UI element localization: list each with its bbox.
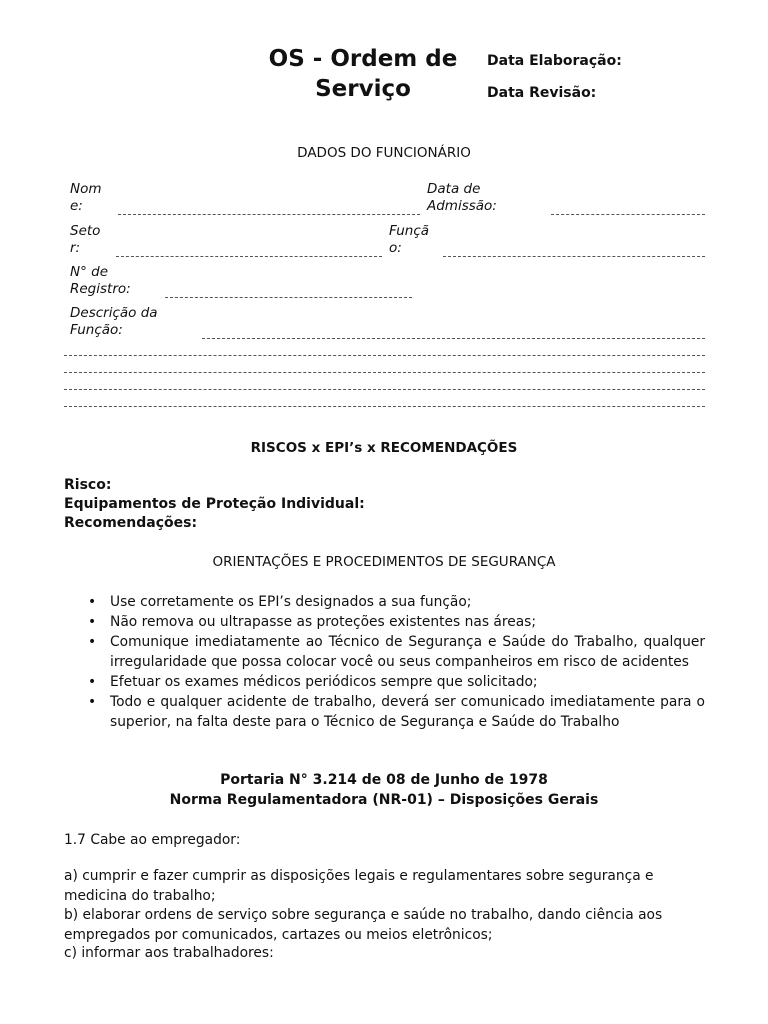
- orientacao-item: • Todo e qualquer acidente de trabalho, deverá ser comunicado imediatamente para o superior, na falta deste para o Técnico de Segurança e Saúde do Trabalho: [64, 692, 705, 732]
- admissao-field-line[interactable]: [551, 214, 705, 215]
- setor-label: Seto r:: [70, 223, 101, 256]
- orientacao-item: • Comunique imediatamente ao Técnico de Segurança e Saúde do Trabalho, qualquer irregularidade que possa colocar você ou seus companheiros em risco de acidentes: [64, 632, 705, 672]
- setor-field-line[interactable]: [116, 256, 382, 257]
- recomendacoes-label: Recomendações:: [64, 515, 198, 531]
- risco-label: Risco:: [64, 477, 112, 493]
- orientacoes-heading: ORIENTAÇÕES E PROCEDIMENTOS DE SEGURANÇA: [212, 554, 556, 570]
- descricao-extra-line[interactable]: [64, 372, 705, 373]
- data-revisao-label: Data Revisão:: [487, 85, 597, 101]
- document-title: OS - Ordem de Serviço: [268, 46, 458, 102]
- portaria-line2: Norma Regulamentadora (NR-01) – Disposições Gerais: [169, 792, 599, 808]
- admissao-label: Data de Admissão:: [427, 181, 497, 214]
- paragraph-c: c) informar aos trabalhadores:: [64, 945, 274, 961]
- epi-label: Equipamentos de Proteção Individual:: [64, 496, 365, 512]
- funcao-field-line[interactable]: [443, 256, 705, 257]
- descricao-field-line[interactable]: [202, 338, 705, 339]
- orientacao-item: • Use corretamente os EPI’s designados a sua função;: [64, 592, 705, 612]
- orientacao-item: • Não remova ou ultrapasse as proteções existentes nas áreas;: [64, 612, 705, 632]
- data-elaboracao-label: Data Elaboração:: [487, 53, 622, 69]
- registro-field-line[interactable]: [165, 297, 412, 298]
- descricao-extra-line[interactable]: [64, 355, 705, 356]
- funcao-label: Funçã o:: [389, 223, 430, 256]
- nome-field-line[interactable]: [118, 214, 420, 215]
- riscos-heading: RISCOS x EPI’s x RECOMENDAÇÕES: [250, 440, 518, 456]
- descricao-label: Descrição da Função:: [70, 305, 158, 338]
- registro-label: N° de Registro:: [70, 264, 131, 297]
- orientacoes-list-container: [64, 592, 705, 732]
- dados-heading: DADOS DO FUNCIONÁRIO: [297, 145, 471, 161]
- portaria-line1: Portaria N° 3.214 de 08 de Junho de 1978: [220, 772, 548, 788]
- paragraph-a: a) cumprir e fazer cumprir as disposições legais e regulamentares sobre segurança e medicina do trabalho;: [64, 868, 654, 904]
- orientacoes-list: [64, 592, 705, 732]
- paragraph-b: b) elaborar ordens de serviço sobre segurança e saúde no trabalho, dando ciência aos empregados por comunicados, cartazes ou meios eletrônicos;: [64, 907, 663, 943]
- orientacao-item: • Efetuar os exames médicos periódicos sempre que solicitado;: [64, 672, 705, 692]
- nome-label: Nom e:: [70, 181, 102, 214]
- descricao-extra-line[interactable]: [64, 406, 705, 407]
- descricao-extra-line[interactable]: [64, 389, 705, 390]
- paragraph-1-7: 1.7 Cabe ao empregador:: [64, 832, 241, 848]
